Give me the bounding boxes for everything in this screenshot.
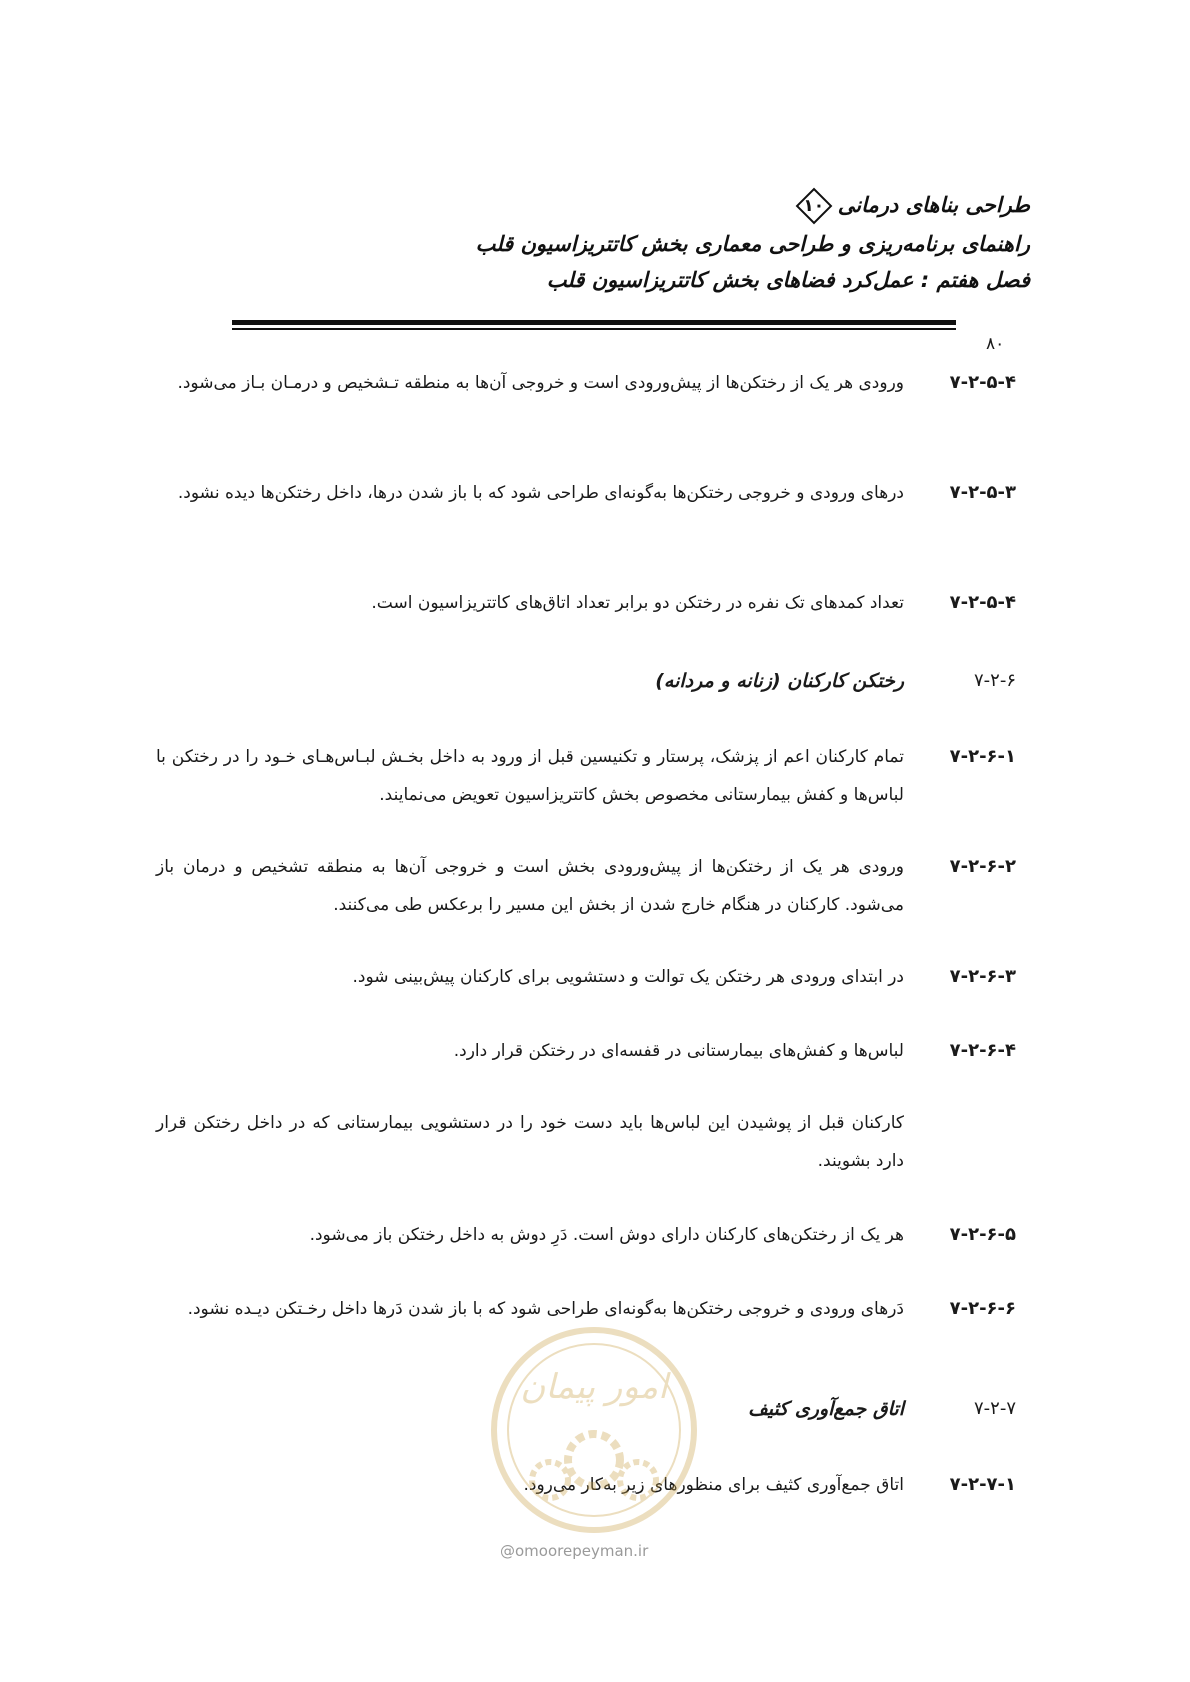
header-rule-thin (232, 328, 956, 330)
page-header (370, 186, 1030, 298)
section-text: هر یک از رختکن‌های کارکنان دارای دوش است. دَرِ دوش به داخل رختکن باز می‌شود. (309, 1225, 904, 1245)
section-text: اتاق جمع‌آوری کثیف برای منظورهای زیر به‌کار می‌رود. (523, 1475, 904, 1495)
section-number: ۷-۲-۵-۴ (949, 592, 1016, 613)
section-text: ورودی هر یک از رختکن‌ها از پیش‌ورودی بخش است و خروجی آن‌ها به منطقه تشخیص و درمان باز می‌شود. کارکنان در هنگام خارج شدن از بخش این مسیر را برعکس طی می‌کنند. (156, 857, 904, 915)
chapter-title: فصل هفتم : عمل‌کرد فضاهای بخش کاتتریزاسیون قلب (546, 268, 1030, 292)
header-rule-thick (232, 320, 956, 325)
section-number: ۷-۲-۶-۴ (949, 1040, 1016, 1061)
section-paragraph: کارکنان قبل از پوشیدن این لباس‌ها باید دست خود را در دستشویی بیمارستانی که در داخل رختکن قرار دارد بشویند. (156, 1113, 904, 1171)
section-number: ۷-۲-۶-۶ (949, 1298, 1016, 1319)
section-text: لباس‌ها و کفش‌های بیمارستانی در قفسه‌ای در رختکن قرار دارد. (453, 1041, 904, 1061)
watermark-logo-icon (484, 1320, 704, 1570)
section-item (156, 1216, 1016, 1254)
section-item (156, 1032, 1016, 1070)
book-subtitle: راهنمای برنامه‌ریزی و طراحی معماری بخش کاتتریزاسیون قلب (475, 232, 1030, 256)
book-title-line (370, 186, 1030, 226)
section-text: تمام کارکنان اعم از پزشک، پرستار و تکنیسین قبل از ورود به داخل بخـش لبـاس‌هـای خـود را در رختکن با لباس‌ها و کفش بیمارستانی مخصوص بخش کاتتریزاسیون تعویض می‌نمایند. (156, 747, 904, 805)
watermark-name: امور پیمان (520, 1367, 668, 1407)
section-heading-text: رختکن کارکنان (زنانه و مردانه) (655, 670, 904, 692)
section-heading-text: اتاق جمع‌آوری کثیف (748, 1398, 904, 1420)
watermark-site: @omoorepeyman.ir (500, 1542, 649, 1560)
section-number: ۷-۲-۶-۲ (949, 856, 1016, 877)
section-number: ۷-۲-۶-۳ (949, 966, 1016, 987)
section-text: درهای ورودی و خروجی رختکن‌ها به‌گونه‌ای طراحی شود که با باز شدن درها، داخل رختکن‌ها دیده نشود. (177, 483, 904, 503)
section-heading (156, 662, 1016, 700)
section-item (156, 474, 1016, 512)
section-number: ۷-۲-۶ (974, 670, 1016, 691)
page-number: ۸۰ (986, 334, 1005, 354)
section-number: ۷-۲-۶-۵ (949, 1224, 1016, 1245)
section-item (156, 364, 1016, 402)
section-text: ورودی هر یک از رختکن‌ها از پیش‌ورودی است و خروجی آن‌ها به منطقه تـشخیص و درمـان بـاز می‌شود. (177, 373, 904, 393)
section-text: در ابتدای ورودی هر رختکن یک توالت و دستشویی برای کارکنان پیش‌بینی شود. (352, 967, 904, 987)
section-number: ۷-۲-۵-۳ (949, 482, 1016, 503)
section-item (156, 958, 1016, 996)
section-number: ۷-۲-۶-۱ (949, 746, 1016, 767)
book-title: طراحی بناهای درمانی (837, 193, 1030, 217)
section-item (156, 738, 1016, 814)
section-text: تعداد کمدهای تک نفره در رختکن دو برابر تعداد اتاق‌های کاتتریزاسیون است. (371, 593, 904, 613)
section-number: ۷-۲-۵-۴ (949, 372, 1016, 393)
section-number: ۷-۲-۷ (974, 1398, 1016, 1419)
section-item (156, 584, 1016, 622)
book-number-diamond-icon (794, 186, 834, 226)
section-text: دَرهای ورودی و خروجی رختکن‌ها به‌گونه‌ای طراحی شود که با باز شدن دَرها داخل رخـتکن دیـده نشود. (187, 1299, 904, 1319)
book-number: ۱۰ (803, 196, 825, 216)
section-item (156, 848, 1016, 924)
section-number: ۷-۲-۷-۱ (949, 1474, 1016, 1495)
